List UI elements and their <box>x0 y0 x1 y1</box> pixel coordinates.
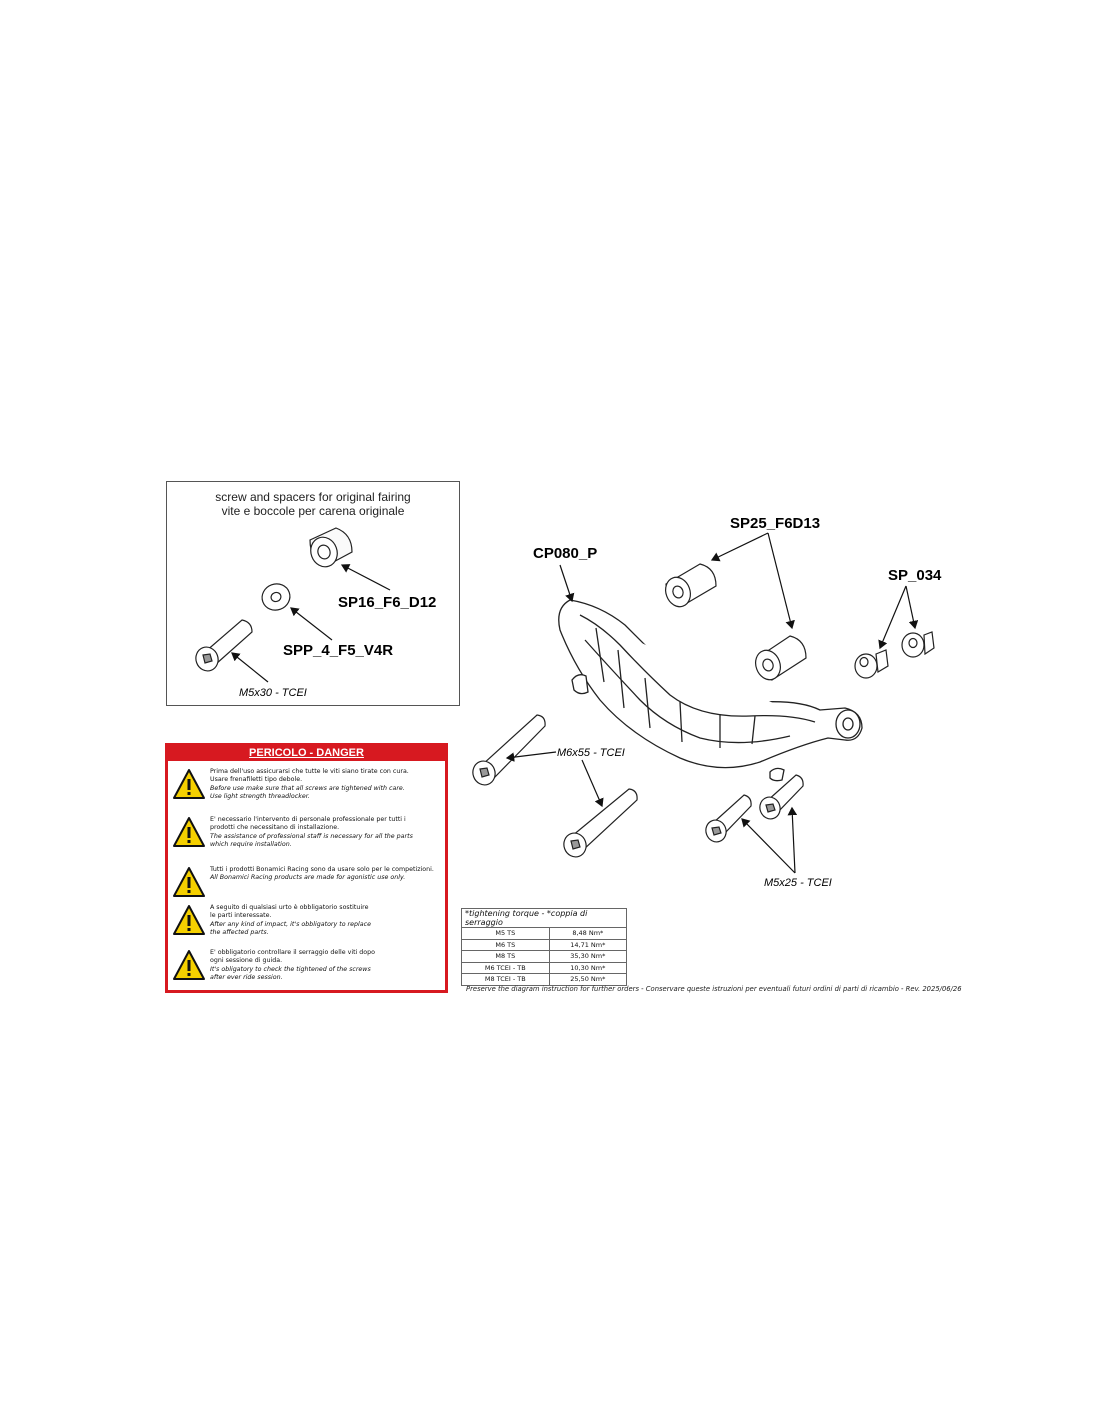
label-m5x30: M5x30 - TCEI <box>239 687 307 699</box>
warning-triangle-icon <box>172 768 206 800</box>
warning-line-en: which require installation. <box>210 840 292 848</box>
torque-value-cell: 10,30 Nm* <box>549 962 626 974</box>
warning-line-it: prodotti che necessitano di installazione. <box>210 824 340 832</box>
warning-triangle-icon <box>172 816 206 848</box>
spacer-sp034-left-drawing <box>855 650 888 678</box>
warning-line-it: E' necessario l'intervento di personale professionale per tutti i <box>210 816 406 823</box>
warning-line-en: Before use make sure that all screws are tightened with care. <box>210 784 405 792</box>
spacer-sp25-lower-drawing <box>752 636 806 683</box>
label-m6x55: M6x55 - TCEI <box>557 747 625 759</box>
torque-table-header: *tightening torque - *coppia di serraggio <box>462 909 627 928</box>
warning-line-it: Tutti i prodotti Bonamici Racing sono da usare solo per le competizioni. <box>210 866 434 873</box>
warning-triangle-icon <box>172 949 206 981</box>
warning-line-en: after ever ride session. <box>210 973 283 981</box>
warning-line-it: Prima dell'uso assicurarsi che tutte le viti siano tirate con cura. <box>210 768 409 775</box>
torque-screw-cell: M5 TS <box>462 928 550 940</box>
torque-row <box>462 962 627 974</box>
label-m5x25: M5x25 - TCEI <box>764 877 832 889</box>
screw-m6x55-upper-drawing <box>470 715 546 788</box>
warning-text <box>210 768 446 801</box>
warning-line-en: Use light strength threadlocker. <box>210 792 310 800</box>
screw-m5x30-drawing <box>193 620 252 674</box>
warning-text <box>210 866 446 883</box>
danger-header: PERICOLO - DANGER <box>168 746 445 761</box>
kit-title-en: screw and spacers for original fairing <box>215 490 411 504</box>
kit-title-it: vite e boccole per carena originale <box>221 504 405 518</box>
torque-value-cell: 14,71 Nm* <box>549 939 626 951</box>
label-sp034: SP_034 <box>888 567 942 584</box>
torque-value-cell: 35,30 Nm* <box>549 951 626 963</box>
torque-screw-cell: M6 TS <box>462 939 550 951</box>
screw-m5x25-left-drawing <box>703 795 751 845</box>
spacer-sp25-upper-drawing <box>662 564 716 610</box>
warning-text <box>210 904 446 937</box>
torque-row <box>462 974 627 986</box>
label-sp16: SP16_F6_D12 <box>338 594 437 611</box>
label-spp4: SPP_4_F5_V4R <box>283 642 394 659</box>
torque-row <box>462 951 627 963</box>
warning-line-en: All Bonamici Racing products are made for agonistic use only. <box>210 874 406 882</box>
warning-line-it: Usare frenafiletti tipo debole. <box>210 776 303 784</box>
warning-line-en: the affected parts. <box>210 928 269 936</box>
spacer-sp16-drawing <box>307 528 352 571</box>
torque-screw-cell: M8 TCEI - TB <box>462 974 550 986</box>
warning-line-it: le parti interessate. <box>210 912 272 920</box>
torque-screw-cell: M6 TCEI - TB <box>462 962 550 974</box>
torque-table-body <box>462 928 627 986</box>
warning-text <box>210 949 446 982</box>
warning-triangle-icon <box>172 866 206 898</box>
torque-screw-cell: M8 TS <box>462 951 550 963</box>
torque-row <box>462 928 627 940</box>
warning-line-it: E' obbligatorio controllare il serraggio delle viti dopo <box>210 949 376 956</box>
warning-text <box>210 816 446 849</box>
spacer-sp034-right-drawing <box>902 632 934 657</box>
torque-value-cell: 25,50 Nm* <box>549 974 626 986</box>
torque-value-cell: 8,48 Nm* <box>549 928 626 940</box>
washer-spp4-drawing <box>258 580 293 614</box>
warning-triangle-icon <box>172 904 206 936</box>
warning-line-en: After any kind of impact, it's obbligatory to replace <box>210 920 371 928</box>
warning-line-it: ogni sessione di guida. <box>210 957 283 965</box>
warning-line-it: A seguito di qualsiasi urto è obbligatorio sostituire <box>210 904 369 911</box>
danger-warning-panel <box>165 743 448 993</box>
screw-m5x25-right-drawing <box>757 775 803 822</box>
warning-line-en: The assistance of professional staff is necessary for all the parts <box>210 832 413 840</box>
footer-note: Preserve the diagram instruction for further orders - Conservare queste istruzioni per eventuali futuri ordini di parti di ricambio - Rev. 2025/06/26 <box>466 985 962 993</box>
torque-row <box>462 939 627 951</box>
label-sp25: SP25_F6D13 <box>730 515 821 532</box>
label-cp080: CP080_P <box>533 545 598 562</box>
warning-line-en: It's obligatory to check the tightened of the screws <box>210 965 371 973</box>
tightening-torque-table <box>461 908 627 986</box>
